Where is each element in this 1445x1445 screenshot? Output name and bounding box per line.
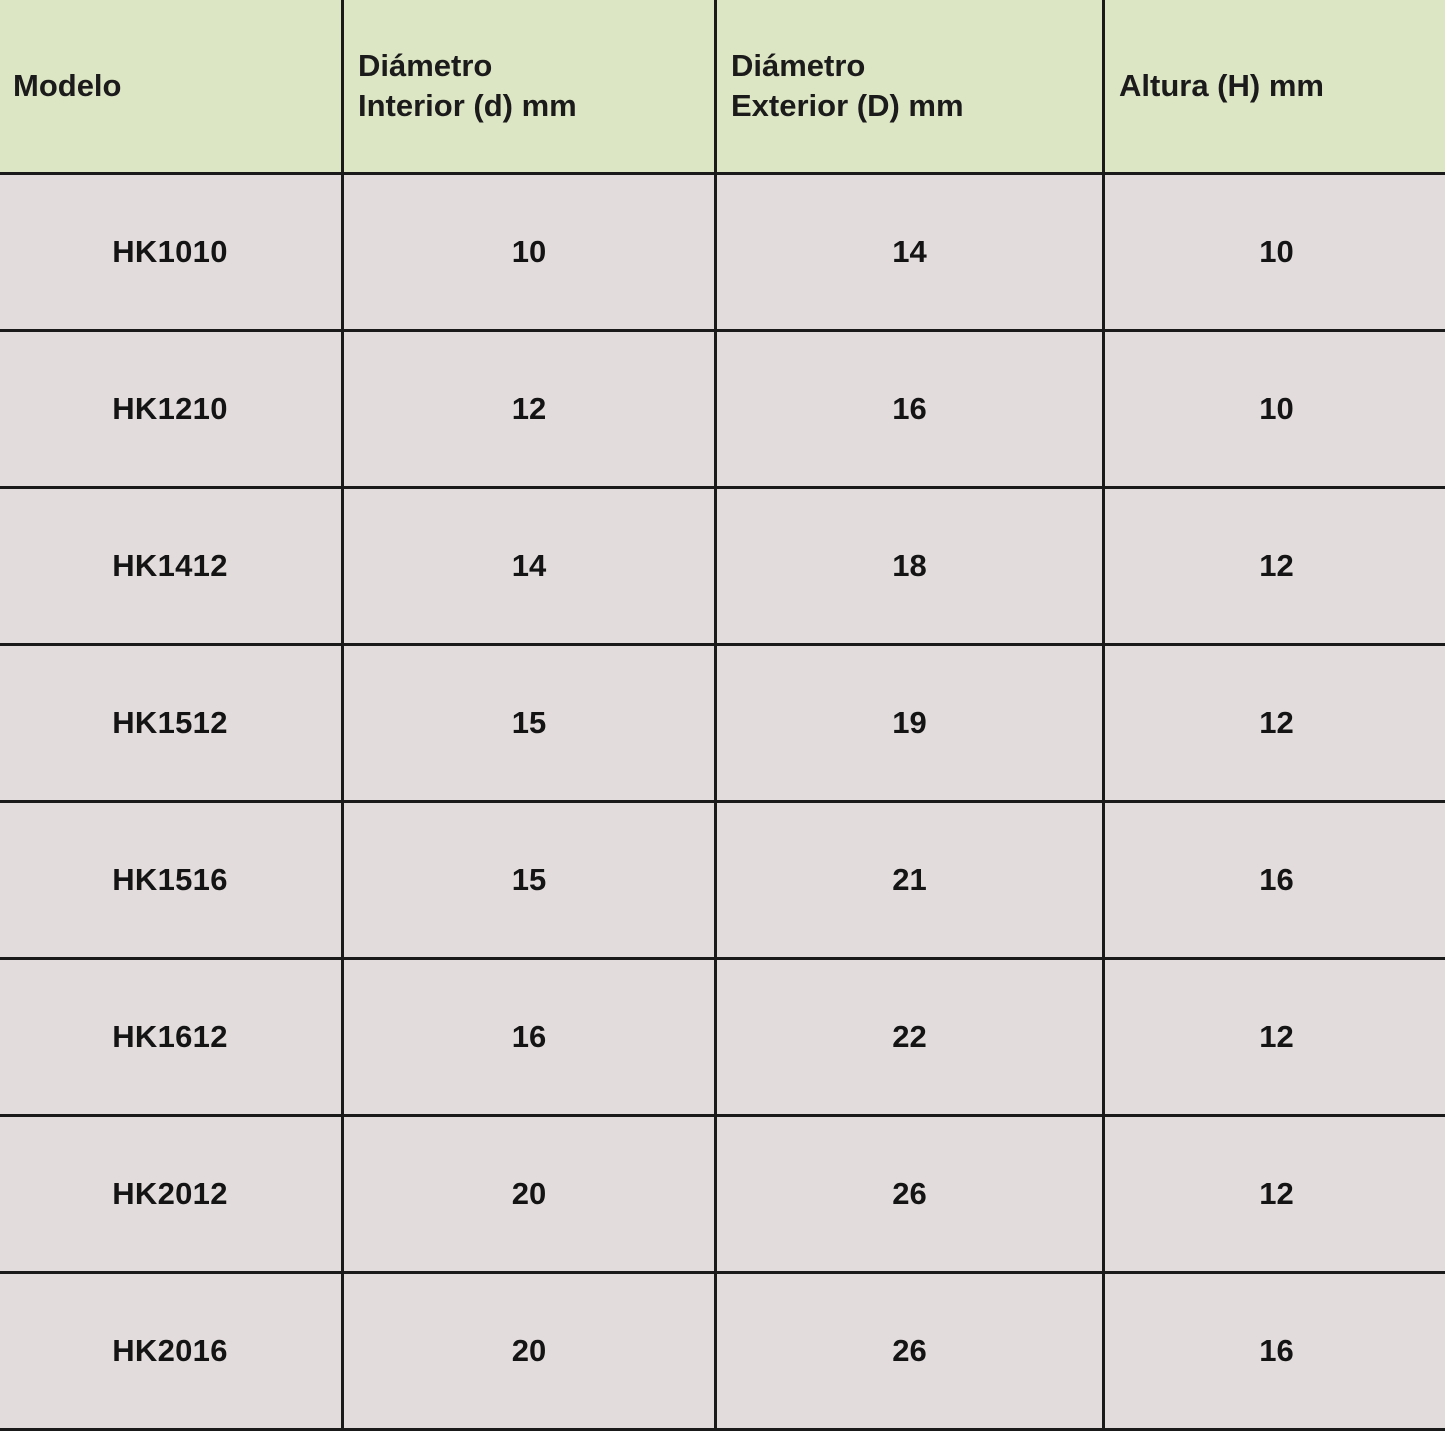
cell-diametro-interior: 20 <box>343 1116 716 1273</box>
column-header-diametro-interior <box>343 0 716 174</box>
table-row <box>0 959 1445 1116</box>
cell-altura: 12 <box>1104 645 1445 802</box>
cell-modelo: HK1512 <box>0 645 343 802</box>
table-row <box>0 174 1445 331</box>
header-row <box>0 0 1445 174</box>
table-row <box>0 331 1445 488</box>
table-row <box>0 802 1445 959</box>
column-header-diametro-interior-line1: Diámetro <box>358 47 493 83</box>
column-header-modelo <box>0 0 343 174</box>
cell-diametro-exterior: 14 <box>716 174 1104 331</box>
table-body <box>0 174 1445 1430</box>
cell-modelo: HK2016 <box>0 1273 343 1430</box>
cell-diametro-exterior: 18 <box>716 488 1104 645</box>
table-row <box>0 645 1445 802</box>
cell-altura: 16 <box>1104 1273 1445 1430</box>
cell-diametro-exterior: 19 <box>716 645 1104 802</box>
cell-diametro-interior: 15 <box>343 645 716 802</box>
table-row <box>0 1273 1445 1430</box>
column-header-diametro-exterior-line2: Exterior (D) mm <box>731 87 964 123</box>
cell-altura: 16 <box>1104 802 1445 959</box>
cell-diametro-exterior: 26 <box>716 1273 1104 1430</box>
cell-altura: 12 <box>1104 959 1445 1116</box>
cell-diametro-interior: 12 <box>343 331 716 488</box>
cell-altura: 12 <box>1104 488 1445 645</box>
cell-diametro-interior: 15 <box>343 802 716 959</box>
cell-altura: 12 <box>1104 1116 1445 1273</box>
cell-diametro-interior: 14 <box>343 488 716 645</box>
cell-diametro-exterior: 21 <box>716 802 1104 959</box>
column-header-altura-line1: Altura (H) mm <box>1119 67 1324 103</box>
cell-modelo: HK1210 <box>0 331 343 488</box>
table-row <box>0 1116 1445 1273</box>
cell-modelo: HK1412 <box>0 488 343 645</box>
cell-diametro-interior: 10 <box>343 174 716 331</box>
cell-diametro-exterior: 26 <box>716 1116 1104 1273</box>
cell-diametro-exterior: 16 <box>716 331 1104 488</box>
cell-modelo: HK1612 <box>0 959 343 1116</box>
column-header-modelo-line1: Modelo <box>13 67 122 103</box>
cell-altura: 10 <box>1104 331 1445 488</box>
column-header-diametro-exterior <box>716 0 1104 174</box>
cell-altura: 10 <box>1104 174 1445 331</box>
column-header-diametro-interior-line2: Interior (d) mm <box>358 87 577 123</box>
cell-modelo: HK2012 <box>0 1116 343 1273</box>
cell-modelo: HK1516 <box>0 802 343 959</box>
cell-modelo: HK1010 <box>0 174 343 331</box>
table-header <box>0 0 1445 174</box>
table-row <box>0 488 1445 645</box>
cell-diametro-exterior: 22 <box>716 959 1104 1116</box>
cell-diametro-interior: 16 <box>343 959 716 1116</box>
column-header-altura <box>1104 0 1445 174</box>
cell-diametro-interior: 20 <box>343 1273 716 1430</box>
column-header-diametro-exterior-line1: Diámetro <box>731 47 866 83</box>
